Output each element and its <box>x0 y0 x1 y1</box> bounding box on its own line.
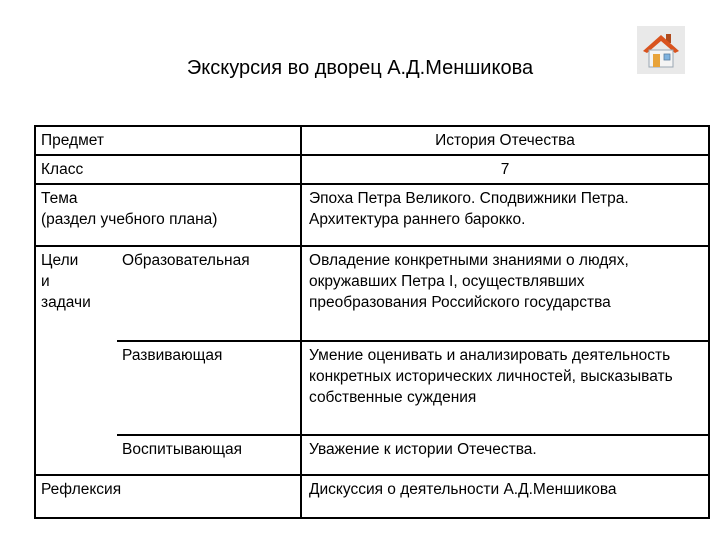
grade-label: Класс <box>35 155 301 184</box>
goal-type: Воспитывающая <box>117 435 301 475</box>
table-row <box>35 475 709 518</box>
topic-label <box>35 184 301 246</box>
reflection-value: Дискуссия о деятельности А.Д.Меншикова <box>301 475 709 518</box>
goal-type: Образовательная <box>117 246 301 341</box>
home-icon[interactable] <box>637 26 685 74</box>
subject-value: История Отечества <box>301 126 709 155</box>
table-row <box>35 246 709 341</box>
goals-label-line: задачи <box>41 294 91 311</box>
table-row <box>35 126 709 155</box>
table-row <box>35 341 709 435</box>
goals-label-spacer <box>35 435 117 475</box>
table-row <box>35 184 709 246</box>
goals-label-line: Цели <box>41 252 79 269</box>
page-title: Экскурсия во дворец А.Д.Меншикова <box>186 57 534 79</box>
topic-label-line: Тема <box>41 190 78 207</box>
goal-text: Умение оценивать и анализировать деятельность конкретных исторических личностей, высказывать собственные суждения <box>301 341 709 435</box>
goals-label-spacer <box>35 341 117 435</box>
goal-text: Овладение конкретными знаниями о людях, окружавших Петра I, осуществлявших преобразования Российского государства <box>301 246 709 341</box>
goal-type: Развивающая <box>117 341 301 435</box>
reflection-label: Рефлексия <box>35 475 301 518</box>
grade-value: 7 <box>301 155 709 184</box>
goals-label <box>35 246 117 341</box>
table-row <box>35 435 709 475</box>
topic-label-line: (раздел учебного плана) <box>41 211 218 228</box>
topic-value: Эпоха Петра Великого. Сподвижники Петра. Архитектура раннего барокко. <box>301 184 709 246</box>
goals-label-line: и <box>41 273 50 290</box>
lesson-plan-table <box>34 125 710 519</box>
goal-text: Уважение к истории Отечества. <box>301 435 709 475</box>
subject-label: Предмет <box>35 126 301 155</box>
table-row <box>35 155 709 184</box>
